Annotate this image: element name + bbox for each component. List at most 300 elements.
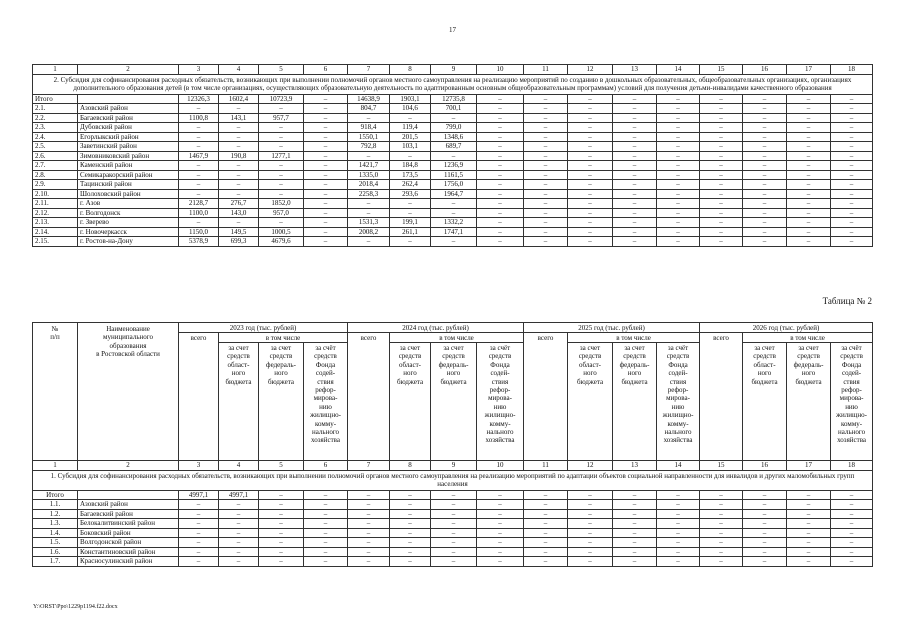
value-cell: – bbox=[431, 547, 477, 557]
value-cell: – bbox=[568, 528, 613, 538]
value-cell: – bbox=[743, 208, 787, 218]
table-row bbox=[33, 189, 873, 199]
column-number: 11 bbox=[524, 65, 568, 75]
housing-fund-header: за счёт средств Фонда содей- ствия рефор- мирова- нию жилищно- комму- нального хозяйства bbox=[304, 343, 348, 461]
row-number: 1.1. bbox=[33, 500, 78, 510]
value-cell: – bbox=[831, 500, 873, 510]
municipality-name: Каменский район bbox=[78, 161, 179, 171]
row-number: 1.5. bbox=[33, 538, 78, 548]
municipality-name: г. Новочеркасск bbox=[78, 227, 179, 237]
value-cell: – bbox=[524, 500, 568, 510]
value-cell: – bbox=[259, 519, 304, 529]
value-cell: 1236,9 bbox=[431, 161, 477, 171]
value-cell: – bbox=[657, 557, 700, 567]
value-cell: – bbox=[787, 528, 831, 538]
value-cell: – bbox=[524, 113, 568, 123]
value-cell: 1000,5 bbox=[259, 227, 304, 237]
column-number: 4 bbox=[219, 461, 259, 471]
value-cell: – bbox=[657, 208, 700, 218]
file-path-footer: Y:\ORST\Ppo\1229p1194.f22.docx bbox=[33, 604, 118, 610]
value-cell: – bbox=[657, 94, 700, 104]
value-cell: – bbox=[431, 113, 477, 123]
value-cell: – bbox=[700, 161, 743, 171]
value-cell: – bbox=[743, 538, 787, 548]
value-cell: – bbox=[219, 500, 259, 510]
value-cell: 699,3 bbox=[219, 237, 259, 247]
value-cell: – bbox=[259, 500, 304, 510]
value-cell: – bbox=[787, 227, 831, 237]
value-cell: – bbox=[431, 528, 477, 538]
value-cell: – bbox=[831, 123, 873, 133]
section-title-row bbox=[33, 470, 873, 490]
value-cell: – bbox=[431, 519, 477, 529]
regional-budget-header: за счет средств област- ного бюджета bbox=[219, 343, 259, 461]
row-number: 2.15. bbox=[33, 237, 78, 247]
value-cell: – bbox=[259, 189, 304, 199]
value-cell: – bbox=[743, 519, 787, 529]
column-number: 12 bbox=[568, 461, 613, 471]
value-cell: – bbox=[831, 104, 873, 114]
value-cell: – bbox=[613, 500, 657, 510]
value-cell: – bbox=[304, 528, 348, 538]
value-cell: – bbox=[259, 509, 304, 519]
value-cell: – bbox=[477, 94, 524, 104]
value-cell: 1550,1 bbox=[348, 132, 390, 142]
value-cell: – bbox=[613, 557, 657, 567]
page-number: 17 bbox=[449, 26, 456, 34]
value-cell: – bbox=[831, 132, 873, 142]
table-row bbox=[33, 528, 873, 538]
value-cell: – bbox=[568, 132, 613, 142]
value-cell: – bbox=[477, 519, 524, 529]
value-cell: – bbox=[787, 500, 831, 510]
value-cell: – bbox=[259, 161, 304, 171]
value-cell: – bbox=[431, 237, 477, 247]
value-cell: – bbox=[348, 557, 390, 567]
value-cell: 1332,2 bbox=[431, 218, 477, 228]
value-cell: – bbox=[477, 538, 524, 548]
value-cell: – bbox=[743, 161, 787, 171]
value-cell: – bbox=[348, 547, 390, 557]
value-cell: – bbox=[431, 509, 477, 519]
value-cell: 293,6 bbox=[390, 189, 431, 199]
table-row bbox=[33, 180, 873, 190]
row-number: 2.10. bbox=[33, 189, 78, 199]
value-cell: – bbox=[259, 557, 304, 567]
column-number: 2 bbox=[78, 461, 179, 471]
value-cell: – bbox=[568, 519, 613, 529]
value-cell: – bbox=[657, 227, 700, 237]
value-cell: – bbox=[179, 557, 219, 567]
value-cell: – bbox=[613, 113, 657, 123]
municipality-name: Багаевский район bbox=[78, 113, 179, 123]
value-cell: 1161,5 bbox=[431, 170, 477, 180]
including-header: в том числе bbox=[743, 333, 873, 343]
federal-budget-header: за счет средств федераль- ного бюджета bbox=[613, 343, 657, 461]
value-cell: – bbox=[568, 208, 613, 218]
value-cell: – bbox=[179, 104, 219, 114]
regional-budget-header: за счет средств област- ного бюджета bbox=[743, 343, 787, 461]
value-cell: – bbox=[390, 547, 431, 557]
value-cell: – bbox=[179, 547, 219, 557]
value-cell: – bbox=[304, 170, 348, 180]
value-cell: 1903,1 bbox=[390, 94, 431, 104]
municipality-name: г. Азов bbox=[78, 199, 179, 209]
value-cell: – bbox=[613, 199, 657, 209]
column-number: 3 bbox=[179, 461, 219, 471]
value-cell: – bbox=[477, 218, 524, 228]
value-cell: 119,4 bbox=[390, 123, 431, 133]
value-cell: – bbox=[390, 490, 431, 500]
value-cell: – bbox=[524, 519, 568, 529]
value-cell: – bbox=[787, 538, 831, 548]
value-cell: – bbox=[613, 509, 657, 519]
municipality-name: Заветинский район bbox=[78, 142, 179, 152]
column-number: 16 bbox=[743, 461, 787, 471]
municipality-name: Дубовский район bbox=[78, 123, 179, 133]
value-cell: – bbox=[568, 123, 613, 133]
value-cell: – bbox=[743, 123, 787, 133]
value-cell: – bbox=[700, 557, 743, 567]
table-row bbox=[33, 161, 873, 171]
value-cell: – bbox=[700, 218, 743, 228]
subsidy-table-continued bbox=[32, 64, 873, 247]
value-cell: 1335,0 bbox=[348, 170, 390, 180]
municipality-name: Шолоховский район bbox=[78, 189, 179, 199]
value-cell: – bbox=[657, 528, 700, 538]
value-cell: – bbox=[477, 199, 524, 209]
value-cell: 1348,6 bbox=[431, 132, 477, 142]
value-cell: – bbox=[179, 528, 219, 538]
value-cell: – bbox=[568, 189, 613, 199]
value-cell: – bbox=[787, 509, 831, 519]
value-cell: – bbox=[304, 490, 348, 500]
value-cell: – bbox=[613, 104, 657, 114]
value-cell: – bbox=[568, 500, 613, 510]
value-cell: – bbox=[568, 142, 613, 152]
value-cell: – bbox=[304, 189, 348, 199]
value-cell: – bbox=[568, 199, 613, 209]
value-cell: – bbox=[219, 557, 259, 567]
value-cell: – bbox=[657, 142, 700, 152]
value-cell: – bbox=[831, 538, 873, 548]
total-header: всего bbox=[700, 333, 743, 461]
value-cell: – bbox=[568, 227, 613, 237]
value-cell: – bbox=[219, 519, 259, 529]
value-cell: – bbox=[477, 237, 524, 247]
value-cell: – bbox=[304, 199, 348, 209]
value-cell: – bbox=[831, 170, 873, 180]
value-cell: – bbox=[259, 538, 304, 548]
table-row bbox=[33, 547, 873, 557]
value-cell: – bbox=[390, 519, 431, 529]
row-number: 2.3. bbox=[33, 123, 78, 133]
row-number: Итого bbox=[33, 490, 78, 500]
value-cell: – bbox=[743, 180, 787, 190]
value-cell: – bbox=[431, 208, 477, 218]
column-number: 15 bbox=[700, 461, 743, 471]
value-cell: 792,8 bbox=[348, 142, 390, 152]
value-cell: – bbox=[568, 557, 613, 567]
value-cell: – bbox=[743, 490, 787, 500]
total-header: всего bbox=[524, 333, 568, 461]
value-cell: – bbox=[524, 180, 568, 190]
value-cell: 1100,8 bbox=[179, 113, 219, 123]
total-header: всего bbox=[179, 333, 219, 461]
value-cell: – bbox=[657, 500, 700, 510]
value-cell: – bbox=[477, 509, 524, 519]
value-cell: 2018,4 bbox=[348, 180, 390, 190]
value-cell: – bbox=[431, 557, 477, 567]
value-cell: – bbox=[700, 180, 743, 190]
value-cell: – bbox=[477, 142, 524, 152]
table-row bbox=[33, 142, 873, 152]
value-cell: – bbox=[568, 161, 613, 171]
value-cell: – bbox=[477, 161, 524, 171]
value-cell: – bbox=[613, 189, 657, 199]
value-cell: – bbox=[831, 113, 873, 123]
value-cell: – bbox=[700, 113, 743, 123]
column-number: 7 bbox=[348, 65, 390, 75]
value-cell: – bbox=[304, 237, 348, 247]
value-cell: – bbox=[568, 547, 613, 557]
table-title: Таблица № 2 bbox=[822, 296, 872, 306]
value-cell: – bbox=[787, 218, 831, 228]
value-cell: – bbox=[831, 180, 873, 190]
value-cell: – bbox=[524, 490, 568, 500]
value-cell: – bbox=[477, 180, 524, 190]
row-number: 2.7. bbox=[33, 161, 78, 171]
table-row bbox=[33, 227, 873, 237]
value-cell: – bbox=[613, 538, 657, 548]
municipality-name bbox=[78, 94, 179, 104]
row-number: 1.3. bbox=[33, 519, 78, 529]
value-cell: – bbox=[524, 94, 568, 104]
section-title-row bbox=[33, 74, 873, 94]
value-cell: – bbox=[657, 104, 700, 114]
value-cell: – bbox=[613, 123, 657, 133]
including-header: в том числе bbox=[390, 333, 524, 343]
value-cell: – bbox=[657, 180, 700, 190]
number-header: № п/п bbox=[33, 323, 78, 461]
total-header: всего bbox=[348, 333, 390, 461]
value-cell: – bbox=[304, 180, 348, 190]
value-cell: – bbox=[700, 142, 743, 152]
value-cell: – bbox=[700, 237, 743, 247]
value-cell: – bbox=[524, 227, 568, 237]
table-row bbox=[33, 490, 873, 500]
value-cell: – bbox=[700, 519, 743, 529]
value-cell: – bbox=[259, 142, 304, 152]
value-cell: – bbox=[304, 538, 348, 548]
municipality-name: Азовский район bbox=[78, 104, 179, 114]
value-cell: – bbox=[700, 500, 743, 510]
value-cell: 12735,8 bbox=[431, 94, 477, 104]
value-cell: 104,6 bbox=[390, 104, 431, 114]
value-cell: – bbox=[831, 218, 873, 228]
housing-fund-header: за счёт средств Фонда содей- ствия рефор- мирова- нию жилищно- комму- нального хозяйства bbox=[477, 343, 524, 461]
value-cell: – bbox=[743, 104, 787, 114]
housing-fund-header: за счёт средств Фонда содей- ствия рефор- мирова- нию жилищно- комму- нального хозяйства bbox=[831, 343, 873, 461]
value-cell: – bbox=[259, 218, 304, 228]
value-cell: – bbox=[613, 519, 657, 529]
value-cell: – bbox=[743, 509, 787, 519]
value-cell: – bbox=[743, 227, 787, 237]
section-title: 2. Субсидия для софинансирования расходных обязательств, возникающих при выполнении полномочий органов местного самоуправления на реализацию мероприятий по созданию в дошкольных образовательных, общеобразовательных организациях, организациях дополнительного образования детей (в том числе организациях, осуществляющих образовательную деятельность по адаптированным основным общеобразовательным программам) условий для получения детьми-инвалидами качественного образования bbox=[33, 74, 873, 94]
value-cell: 2258,3 bbox=[348, 189, 390, 199]
value-cell: – bbox=[219, 170, 259, 180]
value-cell: – bbox=[831, 94, 873, 104]
value-cell: – bbox=[743, 151, 787, 161]
value-cell: 199,1 bbox=[390, 218, 431, 228]
value-cell: – bbox=[743, 557, 787, 567]
value-cell: – bbox=[219, 509, 259, 519]
value-cell: 799,0 bbox=[431, 123, 477, 133]
value-cell: – bbox=[700, 490, 743, 500]
value-cell: – bbox=[700, 509, 743, 519]
value-cell: – bbox=[613, 208, 657, 218]
value-cell: 103,1 bbox=[390, 142, 431, 152]
value-cell: – bbox=[657, 218, 700, 228]
value-cell: – bbox=[613, 142, 657, 152]
value-cell: – bbox=[179, 132, 219, 142]
value-cell: – bbox=[657, 170, 700, 180]
value-cell: – bbox=[477, 208, 524, 218]
value-cell: – bbox=[477, 170, 524, 180]
value-cell: – bbox=[787, 123, 831, 133]
row-number: 2.14. bbox=[33, 227, 78, 237]
value-cell: – bbox=[304, 94, 348, 104]
municipality-name: Тацинский район bbox=[78, 180, 179, 190]
table-row bbox=[33, 519, 873, 529]
value-cell: – bbox=[787, 199, 831, 209]
municipality-name: г. Волгодонск bbox=[78, 208, 179, 218]
column-number: 14 bbox=[657, 65, 700, 75]
value-cell: 12326,3 bbox=[179, 94, 219, 104]
column-number: 8 bbox=[390, 461, 431, 471]
value-cell: – bbox=[390, 538, 431, 548]
value-cell: – bbox=[700, 199, 743, 209]
value-cell: – bbox=[831, 189, 873, 199]
value-cell: – bbox=[477, 227, 524, 237]
column-number: 10 bbox=[477, 65, 524, 75]
value-cell: – bbox=[568, 94, 613, 104]
value-cell: – bbox=[700, 151, 743, 161]
value-cell: – bbox=[179, 123, 219, 133]
value-cell: – bbox=[477, 132, 524, 142]
value-cell: – bbox=[568, 170, 613, 180]
value-cell: – bbox=[348, 208, 390, 218]
value-cell: – bbox=[524, 199, 568, 209]
value-cell: 1964,7 bbox=[431, 189, 477, 199]
value-cell: – bbox=[219, 180, 259, 190]
value-cell: – bbox=[743, 547, 787, 557]
value-cell: – bbox=[390, 500, 431, 510]
value-cell: – bbox=[179, 142, 219, 152]
value-cell: – bbox=[831, 528, 873, 538]
column-number: 2 bbox=[78, 65, 179, 75]
row-number: 1.2. bbox=[33, 509, 78, 519]
value-cell: 4679,6 bbox=[259, 237, 304, 247]
column-number: 13 bbox=[613, 461, 657, 471]
value-cell: 149,5 bbox=[219, 227, 259, 237]
value-cell: – bbox=[568, 113, 613, 123]
value-cell: – bbox=[700, 538, 743, 548]
value-cell: – bbox=[524, 132, 568, 142]
value-cell: – bbox=[524, 208, 568, 218]
value-cell: – bbox=[431, 199, 477, 209]
value-cell: – bbox=[259, 132, 304, 142]
value-cell: 1602,4 bbox=[219, 94, 259, 104]
value-cell: – bbox=[568, 237, 613, 247]
row-number: 2.4. bbox=[33, 132, 78, 142]
value-cell: – bbox=[431, 151, 477, 161]
row-number: 2.6. bbox=[33, 151, 78, 161]
value-cell: – bbox=[524, 151, 568, 161]
value-cell: 1421,7 bbox=[348, 161, 390, 171]
value-cell: – bbox=[743, 94, 787, 104]
value-cell: 4997,1 bbox=[179, 490, 219, 500]
value-cell: – bbox=[787, 519, 831, 529]
section-title: 1. Субсидия для софинансирования расходных обязательств, возникающих при выполнении полномочий органов местного самоуправления на реализацию мероприятий по адаптации объектов социальной направленности для инвалидов и других маломобильных групп населения bbox=[33, 470, 873, 490]
column-number: 13 bbox=[613, 65, 657, 75]
value-cell: – bbox=[700, 528, 743, 538]
value-cell: 1756,0 bbox=[431, 180, 477, 190]
value-cell: – bbox=[524, 557, 568, 567]
row-number: 2.11. bbox=[33, 199, 78, 209]
value-cell: – bbox=[831, 519, 873, 529]
column-number: 6 bbox=[304, 65, 348, 75]
value-cell: 184,8 bbox=[390, 161, 431, 171]
value-cell: 957,0 bbox=[259, 208, 304, 218]
value-cell: 1467,9 bbox=[179, 151, 219, 161]
value-cell: – bbox=[657, 161, 700, 171]
value-cell: – bbox=[613, 180, 657, 190]
regional-budget-header: за счет средств област- ного бюджета bbox=[390, 343, 431, 461]
value-cell: – bbox=[743, 528, 787, 538]
table-row bbox=[33, 151, 873, 161]
value-cell: – bbox=[304, 132, 348, 142]
table-row bbox=[33, 208, 873, 218]
value-cell: – bbox=[390, 528, 431, 538]
value-cell: – bbox=[787, 151, 831, 161]
value-cell: – bbox=[700, 208, 743, 218]
value-cell: 1852,0 bbox=[259, 199, 304, 209]
value-cell: – bbox=[657, 151, 700, 161]
value-cell: – bbox=[831, 509, 873, 519]
value-cell: – bbox=[831, 547, 873, 557]
value-cell: – bbox=[477, 547, 524, 557]
column-number: 17 bbox=[787, 461, 831, 471]
value-cell: – bbox=[787, 189, 831, 199]
value-cell: 1531,3 bbox=[348, 218, 390, 228]
value-cell: – bbox=[743, 132, 787, 142]
row-number: 2.8. bbox=[33, 170, 78, 180]
value-cell: – bbox=[831, 151, 873, 161]
value-cell: – bbox=[657, 113, 700, 123]
value-cell: – bbox=[700, 170, 743, 180]
table-row bbox=[33, 132, 873, 142]
value-cell: – bbox=[613, 218, 657, 228]
value-cell: – bbox=[787, 557, 831, 567]
value-cell: – bbox=[700, 123, 743, 133]
value-cell: – bbox=[657, 509, 700, 519]
municipality-name bbox=[78, 490, 179, 500]
value-cell: – bbox=[390, 557, 431, 567]
regional-budget-header: за счет средств област- ного бюджета bbox=[568, 343, 613, 461]
table-row bbox=[33, 509, 873, 519]
value-cell: – bbox=[700, 132, 743, 142]
